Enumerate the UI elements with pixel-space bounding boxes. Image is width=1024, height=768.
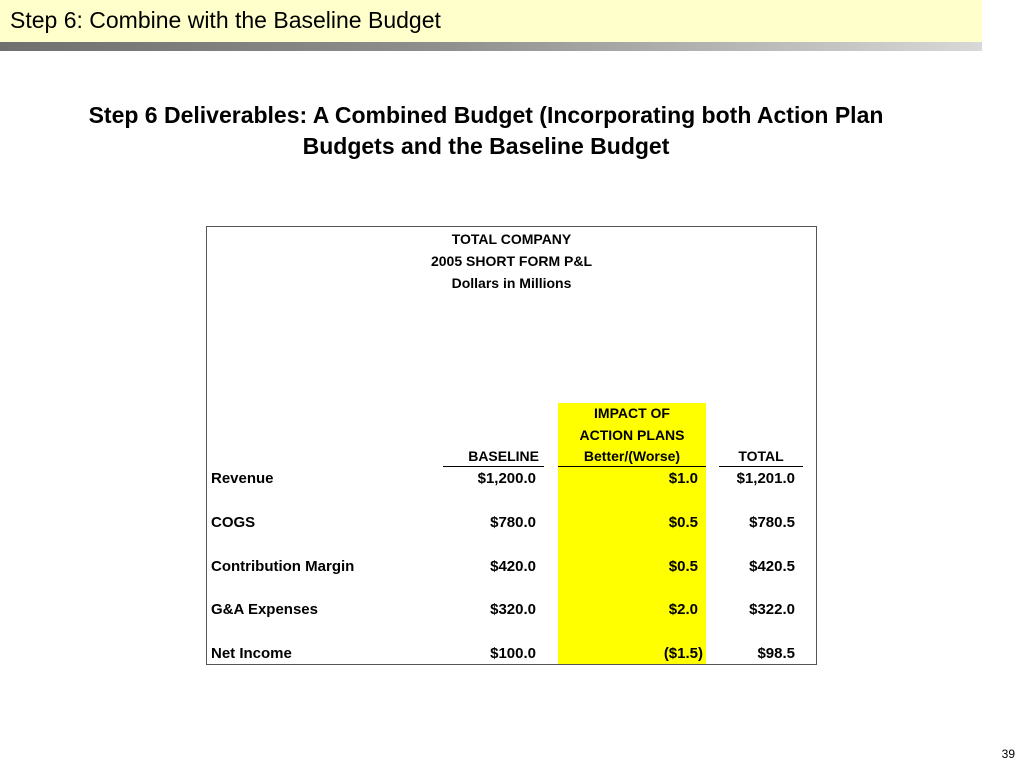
row-impact-contribution-margin: $0.5: [668, 558, 698, 575]
slide-title: Step 6: Combine with the Baseline Budget: [10, 7, 441, 33]
table-title-units: Dollars in Millions: [451, 275, 572, 291]
row-total-revenue: $1,201.0: [736, 470, 795, 487]
row-baseline-cogs: $780.0: [490, 514, 536, 531]
row-baseline-net-income: $100.0: [490, 645, 536, 662]
pl-table: [206, 226, 817, 665]
header-impact-line-3: Better/(Worse): [583, 448, 681, 464]
table-title-form: 2005 SHORT FORM P&L: [430, 253, 593, 269]
row-impact-revenue: $1.0: [668, 470, 698, 487]
row-baseline-ga-expenses: $320.0: [490, 601, 536, 618]
row-label-cogs: COGS: [211, 514, 256, 531]
header-impact-line-1: IMPACT OF: [594, 405, 670, 421]
row-impact-cogs: $0.5: [668, 514, 698, 531]
header-total: TOTAL: [738, 448, 784, 464]
slide-heading: [0, 100, 972, 162]
row-total-contribution-margin: $420.5: [749, 558, 795, 575]
row-label-contribution-margin: Contribution Margin: [211, 558, 355, 575]
row-label-revenue: Revenue: [211, 470, 274, 487]
header-impact-line-2: ACTION PLANS: [579, 427, 685, 443]
header-total-underline: [719, 466, 803, 467]
row-total-net-income: $98.5: [757, 645, 795, 662]
page-number: 39: [1001, 747, 1015, 761]
title-divider: [0, 42, 982, 51]
row-label-ga-expenses: G&A Expenses: [211, 601, 318, 618]
row-total-ga-expenses: $322.0: [749, 601, 795, 618]
heading-line-1: Step 6 Deliverables: A Combined Budget (Incorporating both Action Plan: [88, 102, 884, 128]
row-impact-net-income: ($1.5): [663, 645, 703, 662]
row-impact-ga-expenses: $2.0: [668, 601, 698, 618]
header-baseline: BASELINE: [468, 448, 539, 464]
row-label-net-income: Net Income: [211, 645, 292, 662]
heading-line-2: Budgets and the Baseline Budget: [302, 133, 670, 159]
header-baseline-underline: [443, 466, 544, 467]
row-baseline-contribution-margin: $420.0: [490, 558, 536, 575]
row-total-cogs: $780.5: [749, 514, 795, 531]
table-title-company: TOTAL COMPANY: [451, 231, 572, 247]
title-bar: [0, 0, 982, 42]
row-baseline-revenue: $1,200.0: [477, 470, 536, 487]
header-impact-underline: [558, 466, 706, 467]
